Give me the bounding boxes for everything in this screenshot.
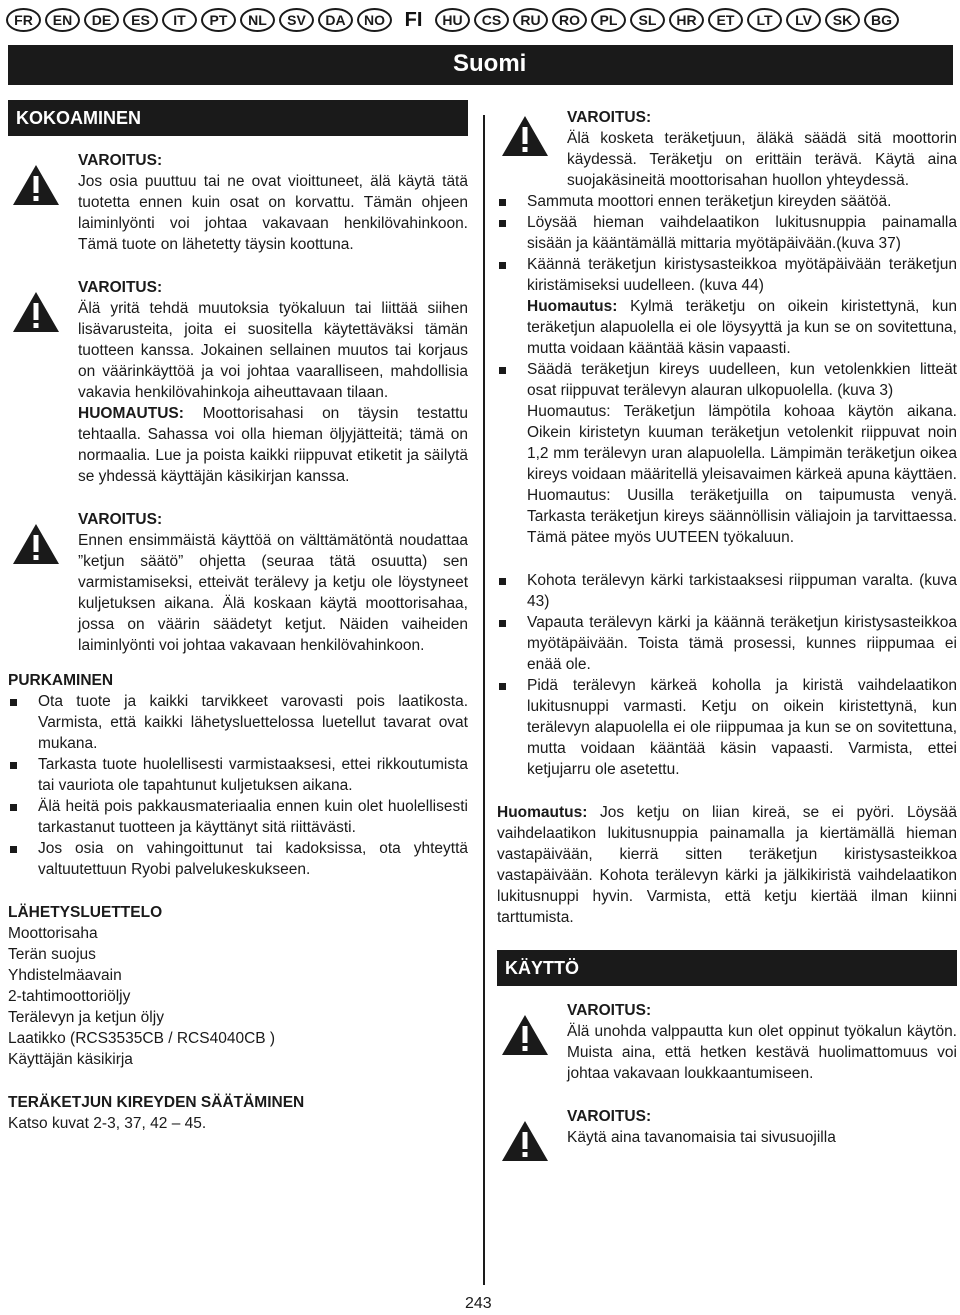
language-label: SK bbox=[832, 12, 853, 28]
list-item: Terälevyn ja ketjun öljy bbox=[8, 1009, 164, 1026]
language-no-button[interactable] bbox=[357, 8, 392, 32]
language-label: RU bbox=[520, 12, 541, 28]
language-label: SV bbox=[287, 12, 306, 28]
language-en-button[interactable] bbox=[45, 8, 80, 32]
language-fi-button[interactable] bbox=[396, 8, 431, 32]
list-item: Älä heitä pois pakkausmateriaalia ennen kuin olet huolellisesti tarkastanut tuotteen ja käyttänyt sitä riittävästi. bbox=[8, 796, 468, 838]
list-item: Moottorisaha bbox=[8, 925, 98, 942]
chain-tension-text: Katso kuvat 2-3, 37, 42 – 45. bbox=[8, 1115, 207, 1132]
language-ru-button[interactable] bbox=[513, 8, 548, 32]
warning-icon bbox=[501, 115, 549, 157]
language-label: HU bbox=[442, 12, 463, 28]
language-et-button[interactable] bbox=[708, 8, 743, 32]
page-number: 243 bbox=[465, 1295, 492, 1312]
language-pt-button[interactable] bbox=[201, 8, 236, 32]
language-label: EN bbox=[52, 12, 73, 28]
language-label: LV bbox=[795, 12, 812, 28]
language-lt-button[interactable] bbox=[747, 8, 782, 32]
warning-title: VAROITUS: bbox=[78, 511, 163, 528]
language-hu-button[interactable] bbox=[435, 8, 470, 32]
note-label: Huomautus: bbox=[527, 298, 618, 315]
language-label: LT bbox=[756, 12, 773, 28]
warning-text: Jos osia puuttuu tai ne ovat vioittuneet, älä käytä tätä tuotetta ennen kuin osat on korvattu. Tämän ohjeen laiminlyönti voi johtaa vakavaan henkilövahinkoon. Tämä tuote on lähetetty täysin koottuna. bbox=[78, 173, 468, 253]
list-item: Jos osia on vahingoittunut tai kadoksissa, ota yhteyttä valtuutettuun Ryobi palvelukeskukseen. bbox=[8, 838, 468, 880]
language-sl-button[interactable] bbox=[630, 8, 665, 32]
note-text: Kylmä teräketju on oikein kiristettynä, kun teräketjun alapuolella ei ole löysyyttä ja kun se on sovitettuna, mutta voidaan kääntää käsin vapaasti. bbox=[527, 298, 957, 357]
note-paragraph: Huomautus: Uusilla teräketjuilla on taipumusta venyä. Tarkasta teräketjun kireys säännöllisin väliajoin ja tarvittaessa. Tämä pätee myös UUTEEN työkaluun. bbox=[527, 487, 957, 546]
note-label: Huomautus: bbox=[497, 804, 588, 821]
warning-text: Älä kosketa teräketjuun, äläkä säädä sitä moottorin käydessä. Teräketju on erittäin terävä. Käytä aina suojakäsineitä moottorisahan huollon yhteydessä. bbox=[567, 130, 957, 189]
unpacking-heading: PURKAMINEN bbox=[8, 672, 114, 689]
section-title-operation: KÄYTTÖ bbox=[497, 950, 957, 986]
language-label: RO bbox=[559, 12, 580, 28]
list-item: Yhdistelmäavain bbox=[8, 967, 122, 984]
header-banner bbox=[8, 45, 953, 85]
language-label: NO bbox=[364, 12, 385, 28]
warning-block bbox=[497, 107, 957, 191]
warning-block bbox=[8, 150, 468, 255]
warning-text: Ennen ensimmäistä käyttöä on välttämätöntä noudattaa ”ketjun säätö” ohjetta (seuraa tätä osuutta) sen varmistamiseksi, etteivät terälevy ja ketju ole löystyneet kuljetuksen aikana. Älä koskaan käytä moottorisahaa, jossa on väärin säädetyt ketjut. Näiden vaiheiden laiminlyönti voi johtaa vakavaan henkilövahinkoon. bbox=[78, 532, 468, 654]
list-item-text: Säädä teräketjun kireys uudelleen, kun vetolenkkien litteät osat riippuvat terälevyn alauran ulkopuolella. (kuva 3) bbox=[527, 361, 957, 399]
note-label: HUOMAUTUS: bbox=[78, 405, 184, 422]
language-label: CS bbox=[481, 12, 502, 28]
note-paragraph: Huomautus: Teräketjun lämpötila kohoaa käytön aikana. Oikein kiristetyn kuuman teräketjun vetolenkit riippuvat noin 1,2 mm terälevyn uran alapuolella. Lämpimän teräketjun oikea kireys voidaan määritellä yleisavaimen kärkeä apuna käyttäen. bbox=[527, 403, 957, 483]
list-item: 2-tahtimoottoriöljy bbox=[8, 988, 131, 1005]
list-item: Käyttäjän käsikirja bbox=[8, 1051, 133, 1068]
chain-tension-heading: TERÄKETJUN KIREYDEN SÄÄTÄMINEN bbox=[8, 1094, 305, 1111]
language-pl-button[interactable] bbox=[591, 8, 626, 32]
note-text: Jos ketju on liian kireä, se ei pyöri. Löysää vaihdelaatikon lukitusnuppia painamalla ja kiertämällä hieman vastapäivään, kierrä sitten teräketjun kiristysasteikkoa vastapäivään. Kohota terälevyn kärki ja jälkikiristä vaihdelaatikon lukitusnuppi hyvin. Varmista, että ketju kiertää ilman kiinni tarttumista. bbox=[497, 804, 957, 926]
list-item: Terän suojus bbox=[8, 946, 96, 963]
packing-list bbox=[8, 923, 468, 1070]
warning-block bbox=[8, 277, 468, 487]
language-label: BG bbox=[871, 12, 892, 28]
language-cs-button[interactable] bbox=[474, 8, 509, 32]
language-label: FR bbox=[14, 12, 33, 28]
right-column bbox=[497, 107, 957, 1148]
language-fr-button[interactable] bbox=[6, 8, 41, 32]
language-label: PL bbox=[599, 12, 618, 28]
warning-text: Käytä aina tavanomaisia tai sivusuojilla bbox=[567, 1129, 836, 1146]
warning-icon bbox=[12, 523, 60, 565]
list-item: Löysää hieman vaihdelaatikon lukitusnuppia painamalla sisään ja kääntämällä mittaria myötäpäivään.(kuva 37) bbox=[497, 212, 957, 254]
list-item bbox=[497, 359, 957, 548]
tension-steps-2 bbox=[497, 570, 957, 780]
packing-list-heading: LÄHETYSLUETTELO bbox=[8, 904, 163, 921]
language-label: SL bbox=[638, 12, 657, 28]
list-item: Ota tuote ja kaikki tarvikkeet varovasti pois laatikosta. Varmista, että kaikki lähetysluettelossa luetellut tavarat ovat mukana. bbox=[8, 691, 468, 754]
language-nl-button[interactable] bbox=[240, 8, 275, 32]
language-lv-button[interactable] bbox=[786, 8, 821, 32]
warning-icon bbox=[12, 291, 60, 333]
warning-block bbox=[497, 1106, 957, 1148]
unpacking-list bbox=[8, 691, 468, 880]
language-sk-button[interactable] bbox=[825, 8, 860, 32]
warning-title: VAROITUS: bbox=[78, 152, 163, 169]
page-title: Suomi bbox=[453, 50, 527, 77]
warning-title: VAROITUS: bbox=[567, 1108, 652, 1125]
list-item bbox=[497, 254, 957, 359]
language-label: DA bbox=[325, 12, 346, 28]
language-ro-button[interactable] bbox=[552, 8, 587, 32]
language-hr-button[interactable] bbox=[669, 8, 704, 32]
list-item: Kohota terälevyn kärki tarkistaaksesi riippuman varalta. (kuva 43) bbox=[497, 570, 957, 612]
language-bg-button[interactable] bbox=[864, 8, 899, 32]
warning-block bbox=[497, 1000, 957, 1084]
language-label: FI bbox=[404, 8, 423, 31]
language-label: IT bbox=[173, 12, 186, 28]
list-item-text: Käännä teräketjun kiristysasteikkoa myötäpäivään teräketjun kiristämiseksi uudelleen. (kuva 44) bbox=[527, 256, 957, 294]
language-label: DE bbox=[91, 12, 112, 28]
note-paragraph bbox=[78, 403, 468, 487]
list-item: Vapauta terälevyn kärki ja käännä teräketjun kiristysasteikkoa myötäpäivään. Toista tämä prosessi, kunnes riippumaa ei enää ole. bbox=[497, 612, 957, 675]
note-paragraph bbox=[527, 296, 957, 359]
language-label: HR bbox=[676, 12, 697, 28]
language-sv-button[interactable] bbox=[279, 8, 314, 32]
language-de-button[interactable] bbox=[84, 8, 119, 32]
note-paragraph bbox=[497, 802, 957, 928]
language-es-button[interactable] bbox=[123, 8, 158, 32]
language-da-button[interactable] bbox=[318, 8, 353, 32]
warning-icon bbox=[501, 1120, 549, 1162]
list-item: Pidä terälevyn kärkeä koholla ja kiristä vaihdelaatikon lukitusnuppi varmasti. Ketju on oikein kiristettynä, kun terälevyn alapuolella ei ole riippumaa ja kun se on sovitettuna, mutta voidaan kääntää käsin vapaasti. Varmista, ettei ketjujarru ole asetettu. bbox=[497, 675, 957, 780]
list-item: Laatikko (RCS3535CB / RCS4040CB ) bbox=[8, 1030, 276, 1047]
left-column bbox=[8, 100, 468, 1134]
tension-steps bbox=[497, 191, 957, 548]
language-bar bbox=[6, 8, 903, 32]
language-label: NL bbox=[248, 12, 267, 28]
warning-text: Älä unohda valppautta kun olet oppinut työkalun käytön. Muista aina, että hetken kestävä huolimattomuus voi johtaa vakavaan loukkaantumiseen. bbox=[567, 1023, 957, 1082]
language-label: ET bbox=[716, 12, 735, 28]
language-label: ES bbox=[131, 12, 150, 28]
section-title-assembly: KOKOAMINEN bbox=[8, 100, 468, 136]
warning-icon bbox=[501, 1014, 549, 1056]
warning-title: VAROITUS: bbox=[78, 279, 163, 296]
column-divider bbox=[483, 115, 485, 1285]
warning-title: VAROITUS: bbox=[567, 109, 652, 126]
warning-title: VAROITUS: bbox=[567, 1002, 652, 1019]
list-item: Tarkasta tuote huolellisesti varmistaaksesi, ettei rikkoutumista tai vauriota ole tapahtunut kuljetuksen aikana. bbox=[8, 754, 468, 796]
note-text: Moottorisahasi on täysin testattu tehtaalla. Sahassa voi olla hieman öljyjätteitä; tämä on normaalia. Lue ja poista kaikki riippuvat etiketit ja säilytä se yhdessä käyttäjän käsikirjan kanssa. bbox=[78, 405, 468, 485]
warning-text: Älä yritä tehdä muutoksia työkaluun tai liittää siihen lisävarusteita, joita ei suositella käytettäväksi tämän tuotteen kanssa. Jokainen sellainen muutos tai korjaus on väärinkäyttöä ja voi johtaa vaaralliseen, mahdollisia vakavia henkilövahinkoja aiheuttavaan tilaan. bbox=[78, 300, 468, 401]
warning-block bbox=[8, 509, 468, 656]
language-it-button[interactable] bbox=[162, 8, 197, 32]
list-item: Sammuta moottori ennen teräketjun kireyden säätöä. bbox=[497, 191, 957, 212]
warning-icon bbox=[12, 164, 60, 206]
language-label: PT bbox=[209, 12, 228, 28]
